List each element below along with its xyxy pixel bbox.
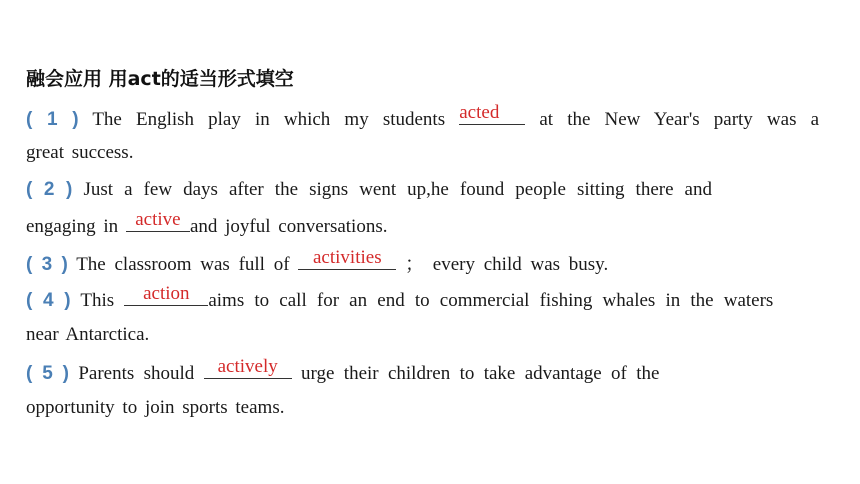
item-5-line-2: opportunity to join sports teams. bbox=[26, 397, 285, 418]
item-2-text-before: Just a few days after the signs went up,he found people sitting there and bbox=[83, 179, 712, 200]
item-5-answer: actively bbox=[217, 356, 278, 377]
item-4-line-2: near Antarctica. bbox=[26, 324, 150, 345]
item-2-line-2-after: and joyful conversations. bbox=[189, 216, 388, 237]
item-2-line-1 bbox=[26, 178, 712, 202]
item-1-line-2: great success. bbox=[26, 142, 134, 163]
item-4-answer-blank[interactable] bbox=[124, 283, 208, 306]
item-1-line-1 bbox=[26, 102, 820, 132]
item-3-line-1 bbox=[26, 247, 609, 277]
item-1-answer: acted bbox=[459, 102, 500, 123]
item-4-number: ( 4 ) bbox=[26, 290, 71, 311]
item-1-answer-blank[interactable] bbox=[459, 102, 525, 125]
item-5-answer-blank[interactable] bbox=[204, 356, 292, 379]
item-5-text-before: Parents should bbox=[78, 363, 195, 384]
item-4-text-after: aims to call for an end to commercial fishing whales in the waters bbox=[208, 290, 774, 311]
item-1-text-before: The English play in which my students bbox=[92, 109, 446, 130]
item-2-line-2-before: engaging in bbox=[26, 216, 119, 237]
item-1-text-after: at the New Year's party was a bbox=[539, 109, 820, 130]
item-4-line-1 bbox=[26, 283, 774, 313]
item-3-answer: activities bbox=[313, 247, 382, 268]
item-5-text-after: urge their children to take advantage of the bbox=[301, 363, 660, 384]
item-1-number: ( 1 ) bbox=[26, 109, 79, 130]
item-3-answer-blank[interactable] bbox=[298, 247, 396, 270]
item-3-text-after: ； every child was busy. bbox=[405, 254, 609, 275]
item-4-answer: action bbox=[143, 283, 190, 304]
item-3-number: ( 3 ) bbox=[26, 254, 68, 275]
exercise-title: 融会应用 用act的适当形式填空 bbox=[26, 68, 294, 90]
item-4-text-before: This bbox=[80, 290, 115, 311]
item-2-answer: active bbox=[135, 209, 181, 230]
item-3-text-before: The classroom was full of bbox=[76, 254, 290, 275]
item-2-number: ( 2 ) bbox=[26, 179, 73, 200]
item-2-answer-blank[interactable] bbox=[126, 209, 190, 232]
item-5-number: ( 5 ) bbox=[26, 363, 69, 384]
item-5-line-1 bbox=[26, 356, 660, 386]
item-2-line-2 bbox=[26, 209, 388, 239]
